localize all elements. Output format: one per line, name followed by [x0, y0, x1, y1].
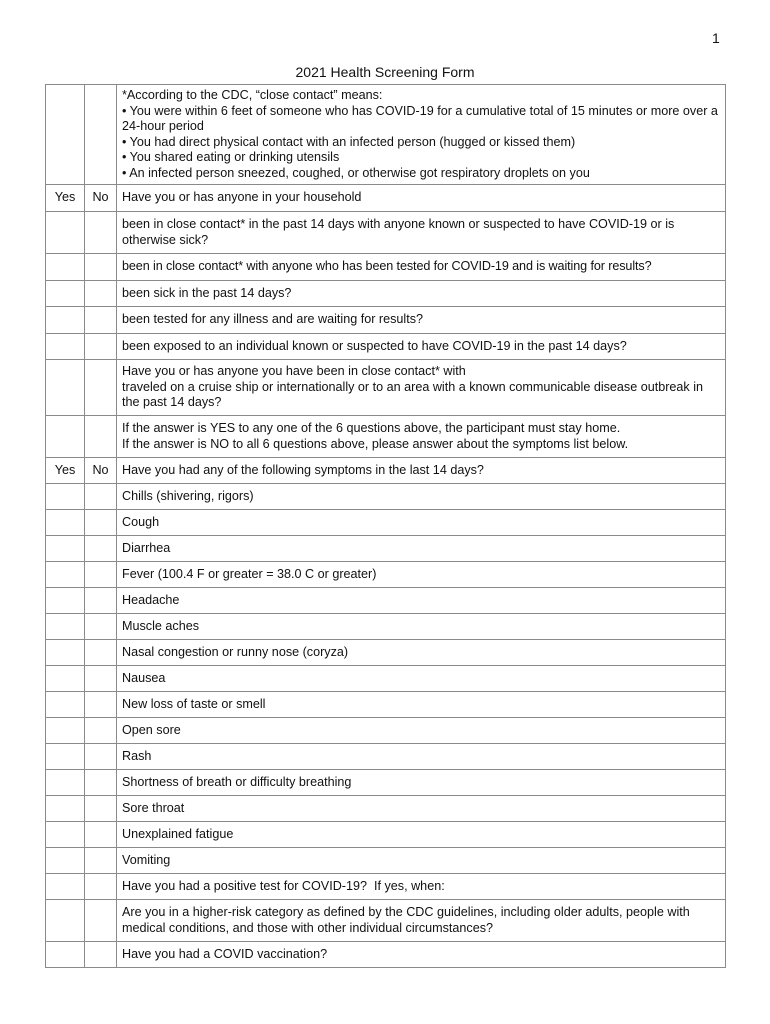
- question-row: [46, 281, 726, 307]
- question-row: [46, 212, 726, 254]
- yes-checkbox-cell[interactable]: [46, 666, 85, 692]
- no-checkbox-cell[interactable]: [85, 744, 117, 770]
- symptom-row: [46, 640, 726, 666]
- yes-checkbox-cell[interactable]: [46, 510, 85, 536]
- yes-checkbox-cell[interactable]: [46, 718, 85, 744]
- no-checkbox-cell[interactable]: [85, 484, 117, 510]
- symptom-row: [46, 692, 726, 718]
- positive-test-question: Have you had a positive test for COVID-19? If yes, when:: [117, 874, 726, 900]
- page-number: 1: [712, 30, 720, 46]
- yes-checkbox-cell[interactable]: [46, 212, 85, 254]
- symptom-row: [46, 536, 726, 562]
- instruction-line: If the answer is YES to any one of the 6 questions above, the participant must stay home.: [122, 421, 621, 435]
- no-checkbox-cell[interactable]: [85, 796, 117, 822]
- no-checkbox-cell[interactable]: [85, 718, 117, 744]
- no-checkbox-cell[interactable]: [85, 510, 117, 536]
- yes-checkbox-cell[interactable]: [46, 254, 85, 281]
- yes-checkbox-cell[interactable]: [46, 484, 85, 510]
- yes-checkbox-cell[interactable]: [46, 588, 85, 614]
- question-row: [46, 334, 726, 360]
- yes-checkbox-cell[interactable]: [46, 614, 85, 640]
- yes-checkbox-cell[interactable]: [46, 796, 85, 822]
- question-text-line: traveled on a cruise ship or internationally or to an area with a known communicable disease outbreak in the past 14 days?: [122, 379, 704, 410]
- cdc-note-bullet: • An infected person sneezed, coughed, or otherwise got respiratory droplets on you: [122, 165, 590, 180]
- symptom-label: Shortness of breath or difficulty breathing: [117, 770, 726, 796]
- symptom-label: Fever (100.4 F or greater = 38.0 C or greater): [117, 562, 726, 588]
- no-checkbox-cell[interactable]: [85, 822, 117, 848]
- yes-checkbox-cell[interactable]: [46, 360, 85, 416]
- no-checkbox-cell[interactable]: [85, 900, 117, 942]
- symptom-label: Muscle aches: [117, 614, 726, 640]
- no-checkbox-cell[interactable]: [85, 307, 117, 334]
- symptom-label: Unexplained fatigue: [117, 822, 726, 848]
- no-checkbox-cell[interactable]: [85, 254, 117, 281]
- no-checkbox-cell[interactable]: [85, 360, 117, 416]
- symptom-row: [46, 822, 726, 848]
- question-row: [46, 307, 726, 334]
- yes-checkbox-cell[interactable]: [46, 334, 85, 360]
- yes-column-header: Yes: [46, 458, 85, 484]
- cdc-note-bullet: • You were within 6 feet of someone who has COVID-19 for a cumulative total of 15 minutes or more over a 24-hour period: [122, 103, 718, 133]
- screening-table: [45, 84, 726, 968]
- symptoms-header-row: [46, 458, 726, 484]
- symptom-row: [46, 588, 726, 614]
- yes-checkbox-cell[interactable]: [46, 307, 85, 334]
- no-checkbox-cell[interactable]: [85, 212, 117, 254]
- question-text: [117, 360, 726, 416]
- yes-checkbox-cell[interactable]: [46, 744, 85, 770]
- higher-risk-question: Are you in a higher-risk category as defined by the CDC guidelines, including older adults, people with medical conditions, and those with other individual circumstances?: [117, 900, 726, 942]
- question-row: [46, 254, 726, 281]
- question-row: [46, 942, 726, 968]
- symptom-label: Diarrhea: [117, 536, 726, 562]
- empty-cell: [85, 416, 117, 458]
- no-checkbox-cell[interactable]: [85, 536, 117, 562]
- symptom-label: Chills (shivering, rigors): [117, 484, 726, 510]
- yes-checkbox-cell[interactable]: [46, 692, 85, 718]
- yes-checkbox-cell[interactable]: [46, 85, 85, 185]
- empty-cell: [46, 416, 85, 458]
- symptom-label: Headache: [117, 588, 726, 614]
- no-checkbox-cell[interactable]: [85, 334, 117, 360]
- symptom-label: Rash: [117, 744, 726, 770]
- symptom-row: [46, 770, 726, 796]
- symptom-label: Nasal congestion or runny nose (coryza): [117, 640, 726, 666]
- symptom-row: [46, 562, 726, 588]
- yes-checkbox-cell[interactable]: [46, 562, 85, 588]
- cdc-note-bullet: • You shared eating or drinking utensils: [122, 150, 340, 164]
- question-text-line: Have you or has anyone you have been in close contact* with: [122, 364, 466, 379]
- symptoms-header: Have you had any of the following symptoms in the last 14 days?: [117, 458, 726, 484]
- cdc-note-intro: *According to the CDC, “close contact” means:: [122, 88, 383, 102]
- instruction-note: [117, 416, 726, 458]
- no-checkbox-cell[interactable]: [85, 692, 117, 718]
- cdc-note: [117, 85, 726, 185]
- yes-checkbox-cell[interactable]: [46, 942, 85, 968]
- symptom-label: Vomiting: [117, 848, 726, 874]
- cdc-note-row: [46, 85, 726, 185]
- question-row: [46, 900, 726, 942]
- yes-checkbox-cell[interactable]: [46, 874, 85, 900]
- symptom-row: [46, 666, 726, 692]
- symptom-label: Cough: [117, 510, 726, 536]
- symptom-label: Sore throat: [117, 796, 726, 822]
- symptom-row: [46, 744, 726, 770]
- no-checkbox-cell[interactable]: [85, 942, 117, 968]
- no-checkbox-cell[interactable]: [85, 281, 117, 307]
- symptom-row: [46, 718, 726, 744]
- no-checkbox-cell[interactable]: [85, 614, 117, 640]
- yes-checkbox-cell[interactable]: [46, 848, 85, 874]
- yes-checkbox-cell[interactable]: [46, 900, 85, 942]
- no-column-header: No: [85, 185, 117, 212]
- question-text: been in close contact* with anyone who has been tested for COVID-19 and is waiting for results?: [117, 254, 726, 281]
- instruction-line: If the answer is NO to all 6 questions above, please answer about the symptoms list below.: [122, 436, 629, 451]
- no-column-header: No: [85, 458, 117, 484]
- no-checkbox-cell[interactable]: [85, 848, 117, 874]
- instruction-row: [46, 416, 726, 458]
- symptom-row: [46, 614, 726, 640]
- symptom-label: New loss of taste or smell: [117, 692, 726, 718]
- question-text: been in close contact* in the past 14 days with anyone known or suspected to have COVID-19 or is otherwise sick?: [117, 212, 726, 254]
- question-text: been exposed to an individual known or suspected to have COVID-19 in the past 14 days?: [117, 334, 726, 360]
- no-checkbox-cell[interactable]: [85, 770, 117, 796]
- cdc-note-bullet: • You had direct physical contact with an infected person (hugged or kissed them): [122, 134, 576, 149]
- no-checkbox-cell[interactable]: [85, 562, 117, 588]
- symptom-row: [46, 510, 726, 536]
- yes-column-header: Yes: [46, 185, 85, 212]
- no-checkbox-cell[interactable]: [85, 85, 117, 185]
- no-checkbox-cell[interactable]: [85, 874, 117, 900]
- question-row: [46, 874, 726, 900]
- yes-checkbox-cell[interactable]: [46, 640, 85, 666]
- no-checkbox-cell[interactable]: [85, 666, 117, 692]
- symptom-row: [46, 796, 726, 822]
- yes-checkbox-cell[interactable]: [46, 770, 85, 796]
- yes-checkbox-cell[interactable]: [46, 536, 85, 562]
- no-checkbox-cell[interactable]: [85, 588, 117, 614]
- symptom-row: [46, 484, 726, 510]
- question-row: [46, 360, 726, 416]
- question-text: been tested for any illness and are waiting for results?: [117, 307, 726, 334]
- symptom-label: Nausea: [117, 666, 726, 692]
- exposure-header: Have you or has anyone in your household: [117, 185, 726, 212]
- vaccination-question: Have you had a COVID vaccination?: [117, 942, 726, 968]
- yes-checkbox-cell[interactable]: [46, 281, 85, 307]
- exposure-header-row: [46, 185, 726, 212]
- symptom-row: [46, 848, 726, 874]
- no-checkbox-cell[interactable]: [85, 640, 117, 666]
- form-title: 2021 Health Screening Form: [295, 64, 475, 80]
- question-text: been sick in the past 14 days?: [117, 281, 726, 307]
- yes-checkbox-cell[interactable]: [46, 822, 85, 848]
- symptom-label: Open sore: [117, 718, 726, 744]
